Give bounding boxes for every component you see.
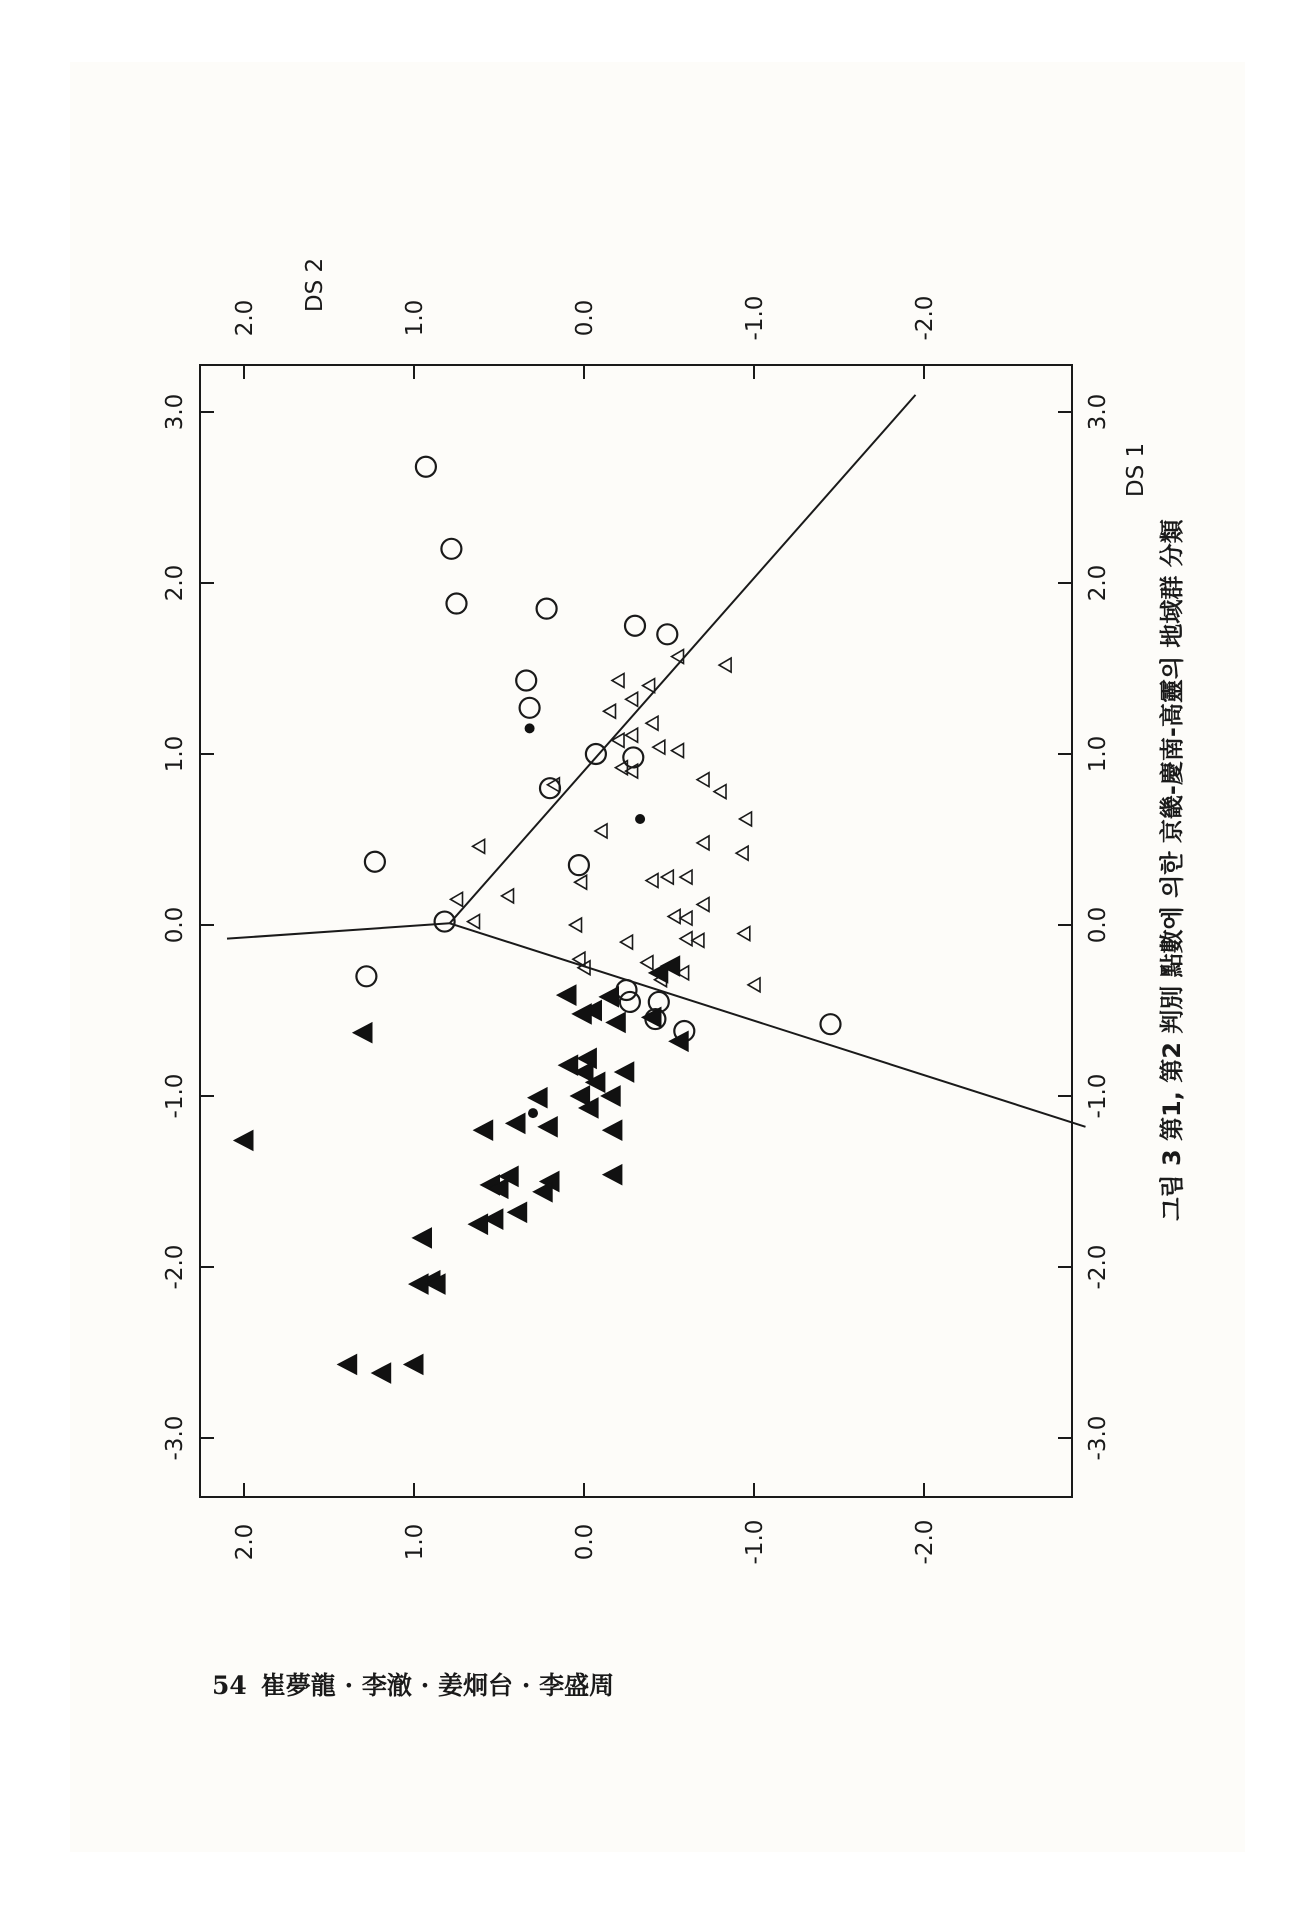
y-tick-label-top: -2.0: [912, 295, 938, 341]
open-triangle-point: [748, 978, 760, 992]
open-triangle-point: [502, 889, 514, 903]
filled-triangle-point: [528, 1088, 547, 1108]
filled-triangle-point: [669, 1031, 688, 1051]
open-triangle-point: [697, 897, 709, 911]
page-footer: [212, 1666, 628, 1702]
filled-triangle-point: [606, 1012, 625, 1032]
open-triangle-point: [626, 692, 638, 706]
open-triangle-point: [595, 824, 607, 838]
filled-triangle-point: [533, 1182, 552, 1202]
filled-triangle-point: [234, 1130, 253, 1150]
open-triangle-point: [604, 704, 616, 718]
y-tick-label-bottom: 0.0: [572, 1523, 598, 1561]
y-axis-label: DS 2: [302, 257, 328, 313]
open-circle-point: [620, 992, 640, 1012]
x-tick-label-right: -3.0: [1085, 1415, 1111, 1461]
x-tick-label-right: 3.0: [1085, 393, 1111, 431]
open-circle-point: [617, 980, 637, 1000]
open-triangle-point: [680, 911, 692, 925]
x-tick-label-right: -2.0: [1085, 1244, 1111, 1290]
y-tick-label-top: 2.0: [232, 299, 258, 337]
open-triangle-point: [740, 812, 752, 826]
open-triangle-point: [612, 733, 624, 747]
open-circle-point: [520, 698, 540, 718]
open-triangle-point: [719, 658, 731, 672]
open-triangle-point: [697, 836, 709, 850]
filled-triangle-point: [603, 1120, 622, 1140]
y-tick-label-bottom: 2.0: [232, 1523, 258, 1561]
x-tick-label-left: -3.0: [162, 1415, 188, 1461]
open-triangle-point: [473, 839, 485, 853]
x-tick-label-left: 3.0: [162, 393, 188, 431]
open-triangle-point: [692, 933, 704, 947]
filled-triangle-point: [600, 987, 619, 1007]
filled-triangle-point: [603, 1165, 622, 1185]
x-tick-label-right: 2.0: [1085, 564, 1111, 602]
filled-triangle-point: [615, 1062, 634, 1082]
filled-dot-point: [525, 723, 535, 733]
filled-triangle-point: [506, 1113, 525, 1133]
open-triangle-point: [575, 875, 587, 889]
open-triangle-point: [570, 918, 582, 932]
open-triangle-point: [621, 935, 633, 949]
filled-triangle-point: [469, 1214, 488, 1234]
filled-triangle-point: [508, 1202, 527, 1222]
open-circle-point: [537, 599, 557, 619]
y-tick-label-bottom: 1.0: [402, 1523, 428, 1561]
open-circle-point: [586, 744, 606, 764]
open-circle-point: [356, 966, 376, 986]
open-triangle-point: [646, 874, 658, 888]
open-triangle-point: [641, 956, 653, 970]
x-tick-label-left: -1.0: [162, 1073, 188, 1119]
x-tick-label-left: 0.0: [162, 906, 188, 944]
open-triangle-point: [643, 679, 655, 693]
open-triangle-point: [697, 773, 709, 787]
open-circle-point: [441, 539, 461, 559]
filled-dot-point: [528, 1108, 538, 1118]
open-triangle-point: [680, 870, 692, 884]
filled-dot-point: [635, 814, 645, 824]
boundary-line: [450, 395, 916, 923]
filled-triangle-point: [404, 1354, 423, 1374]
filled-triangle-point: [649, 963, 668, 983]
open-triangle-point: [646, 716, 658, 730]
open-triangle-point: [714, 785, 726, 799]
page-number: 54: [212, 1671, 247, 1700]
x-tick-label-right: 0.0: [1085, 906, 1111, 944]
x-tick-label-left: 1.0: [162, 735, 188, 773]
filled-triangle-point: [474, 1120, 493, 1140]
open-triangle-point: [612, 673, 624, 687]
open-triangle-point: [736, 846, 748, 860]
figure-caption: 그림 3 第1, 第2 判別 點數에 의한 京畿-慶南-高靈의 地域群 分類: [1158, 519, 1186, 1221]
filled-triangle-point: [413, 1228, 432, 1248]
y-tick-label-top: 1.0: [402, 299, 428, 337]
open-circle-point: [447, 594, 467, 614]
open-circle-point: [569, 855, 589, 875]
open-triangle-point: [626, 728, 638, 742]
x-tick-label-left: 2.0: [162, 564, 188, 602]
open-triangle-point: [672, 744, 684, 758]
filled-triangle-point: [538, 1117, 557, 1137]
filled-triangle-point: [572, 1004, 591, 1024]
open-triangle-point: [668, 909, 680, 923]
filled-triangle-point: [571, 1086, 590, 1106]
x-tick-label-right: -1.0: [1085, 1073, 1111, 1119]
filled-triangle-point: [557, 985, 576, 1005]
open-circle-point: [625, 616, 645, 636]
y-tick-label-bottom: -1.0: [742, 1519, 768, 1565]
filled-triangle-point: [372, 1363, 391, 1383]
open-circle-point: [657, 624, 677, 644]
open-triangle-point: [661, 870, 673, 884]
open-triangle-point: [738, 927, 750, 941]
open-circle-point: [416, 457, 436, 477]
y-tick-label-top: 0.0: [572, 299, 598, 337]
open-circle-point: [540, 778, 560, 798]
open-triangle-point: [653, 740, 665, 754]
open-triangle-point: [468, 915, 480, 929]
y-tick-label-bottom: -2.0: [912, 1519, 938, 1565]
authors: 崔夢龍 · 李澈 · 姜炯台 · 李盛周: [260, 1671, 615, 1700]
open-triangle-point: [680, 932, 692, 946]
filled-triangle-point: [353, 1023, 372, 1043]
open-circle-point: [821, 1014, 841, 1034]
x-tick-label-right: 1.0: [1085, 735, 1111, 773]
filled-triangle-point: [338, 1354, 357, 1374]
open-triangle-point: [451, 892, 463, 906]
x-tick-label-left: -2.0: [162, 1244, 188, 1290]
open-circle-point: [623, 747, 643, 767]
open-circle-point: [516, 670, 536, 690]
x-axis-label: DS 1: [1123, 442, 1149, 498]
boundary-line: [227, 923, 450, 938]
open-circle-point: [365, 852, 385, 872]
y-tick-label-top: -1.0: [742, 295, 768, 341]
